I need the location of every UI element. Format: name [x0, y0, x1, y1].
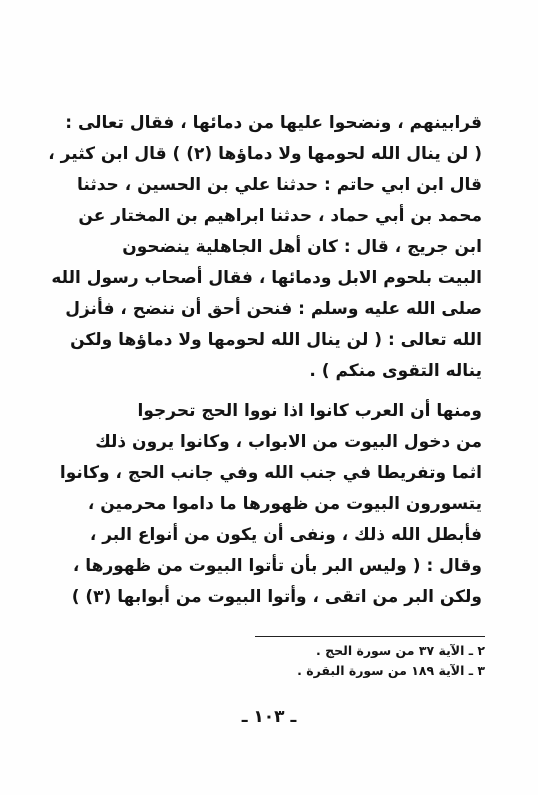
text-line: من دخول البيوت من الابواب ، وكانوا يرون ذلك — [95, 432, 482, 452]
paragraph-1 — [48, 108, 482, 387]
text-line: محمد بن أبي حماد ، حدثنا ابراهيم بن المختار عن — [78, 206, 482, 226]
text-line: صلى الله عليه وسلم : فنحن أحق أن ننضح ، فأنزل — [65, 299, 482, 319]
text-line: اثما وتفريطا في جنب الله وفي جانب الحج ، وكانوا — [59, 463, 482, 483]
text-line: قال ابن ابي حاتم : حدثنا علي بن الحسين ، حدثنا — [77, 175, 482, 195]
text-line: ( لن ينال الله لحومها ولا دماؤها (٢) ) قال ابن كثير ، — [48, 144, 482, 164]
text-line: ومنها أن العرب كانوا اذا نووا الحج تحرجوا — [137, 401, 482, 421]
footnote-3: ٣ ـ الآية ١٨٩ من سورة البقرة . — [297, 663, 485, 678]
text-line: البيت بلحوم الابل ودمائها ، فقال أصحاب رسول الله — [51, 268, 482, 288]
page-number: ـ ١٠٣ ـ — [241, 707, 297, 727]
text-line: فأبطل الله ذلك ، ونفى أن يكون من أنواع البر ، — [89, 525, 482, 545]
paragraph-2 — [59, 396, 482, 613]
text-line: وقال : ( وليس البر بأن تأتوا البيوت من ظهورها ، — [72, 556, 482, 576]
text-line: يتسورون البيوت من ظهورها ما داموا محرمين ، — [87, 494, 482, 514]
text-line: الله تعالى : ( لن ينال الله لحومها ولا دماؤها ولكن — [70, 330, 482, 350]
footnotes — [255, 636, 485, 681]
text-line: يناله التقوى منكم ) . — [309, 361, 482, 381]
text-line: ابن جريج ، قال : كان أهل الجاهلية ينضحون — [122, 237, 482, 257]
footnote-2: ٢ ـ الآية ٣٧ من سورة الحج . — [316, 643, 485, 658]
text-line: ولكن البر من اتقى ، وأتوا البيوت من أبوابها (٣) ) — [71, 587, 482, 607]
text-line: قرابينهم ، ونضحوا عليها من دمائها ، فقال تعالى : — [65, 113, 482, 133]
